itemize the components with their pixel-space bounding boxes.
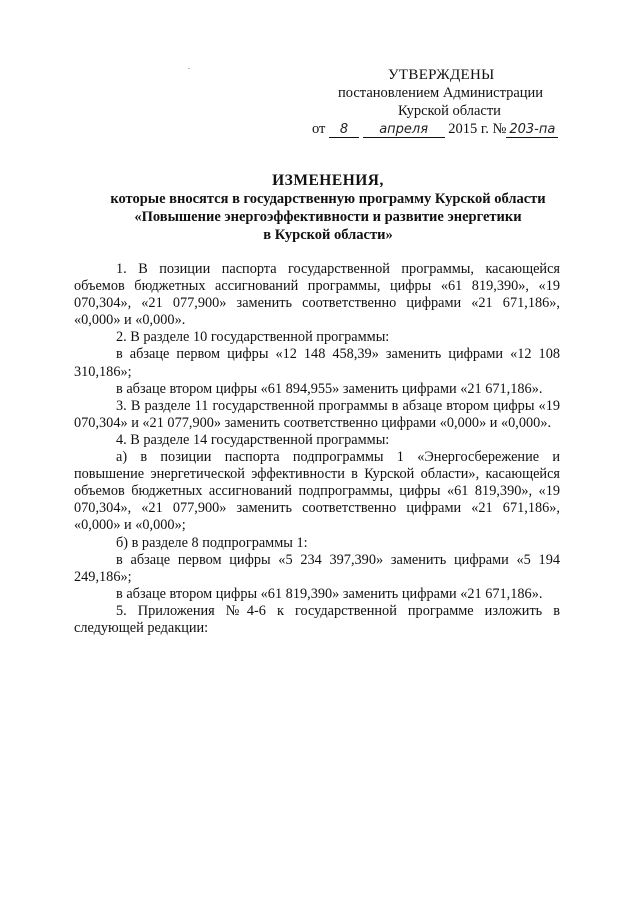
paragraph: в абзаце первом цифры «12 148 458,39» заменить цифрами «12 108 310,186»;: [74, 346, 560, 380]
paragraph: 4. В разделе 14 государственной программы:: [116, 431, 390, 448]
approval-line-2: Курской области: [398, 103, 501, 119]
document-heading: [70, 172, 586, 244]
document-number: 203-па: [506, 122, 558, 138]
paragraph: в абзаце втором цифры «61 819,390» заменить цифрами «21 671,186».: [116, 585, 543, 602]
paragraph: 5. Приложения №4-6 к государственной программе изложить в следующей редакции:: [74, 602, 560, 636]
heading-line-3: «Повышение энергоэффективности и развитие энергетики: [134, 209, 522, 225]
paragraph: б) в разделе 8 подпрограммы 1:: [116, 534, 308, 551]
paragraph: а) в позиции паспорта подпрограммы 1 «Энергосбережение и повышение энергетической эффективности в Курской области», касающейся объемов бюджетных ассигнований подпрограммы, цифры «61 819,390», «19 070,304», «21 077,900» заменить соответственно цифрами «21 671,186», «0,000» и «0,000»;: [74, 449, 560, 534]
heading-line-2: которые вносятся в государственную программу Курской области: [110, 191, 546, 207]
paragraph: в абзаце втором цифры «61 894,955» заменить цифрами «21 671,186».: [116, 380, 543, 397]
approval-stamp: [312, 66, 572, 138]
approval-line-1: постановлением Администрации: [338, 85, 544, 101]
approval-date: [312, 120, 572, 138]
scan-speck: [188, 68, 190, 69]
heading-line-4: в Курской области»: [263, 227, 393, 243]
date-month: апреля: [363, 122, 445, 138]
paragraph: 1. В позиции паспорта государственной программы, касающейся объемов бюджетных ассигнований программы, цифры «61 819,390», «19 070,304», «21 077,900» заменить соответственно цифрами «21 671,186», «0,000» и «0,000».: [74, 261, 560, 329]
document-body: [74, 261, 560, 637]
date-year: 2015 г. №: [448, 121, 507, 137]
paragraph: 2. В разделе 10 государственной программы:: [116, 329, 390, 346]
heading-title: ИЗМЕНЕНИЯ,: [272, 172, 384, 189]
paragraph: в абзаце первом цифры «5 234 397,390» заменить цифрами «5 194 249,186»;: [74, 551, 560, 585]
date-prefix: от: [312, 121, 326, 137]
paragraph: 3. В разделе 11 государственной программы в абзаце втором цифры «19 070,304» и «21 077,900» заменить соответственно цифрами «0,000» и «0,000».: [74, 397, 560, 431]
date-day: 8: [329, 122, 359, 138]
approval-title: УТВЕРЖДЕНЫ: [388, 67, 495, 83]
